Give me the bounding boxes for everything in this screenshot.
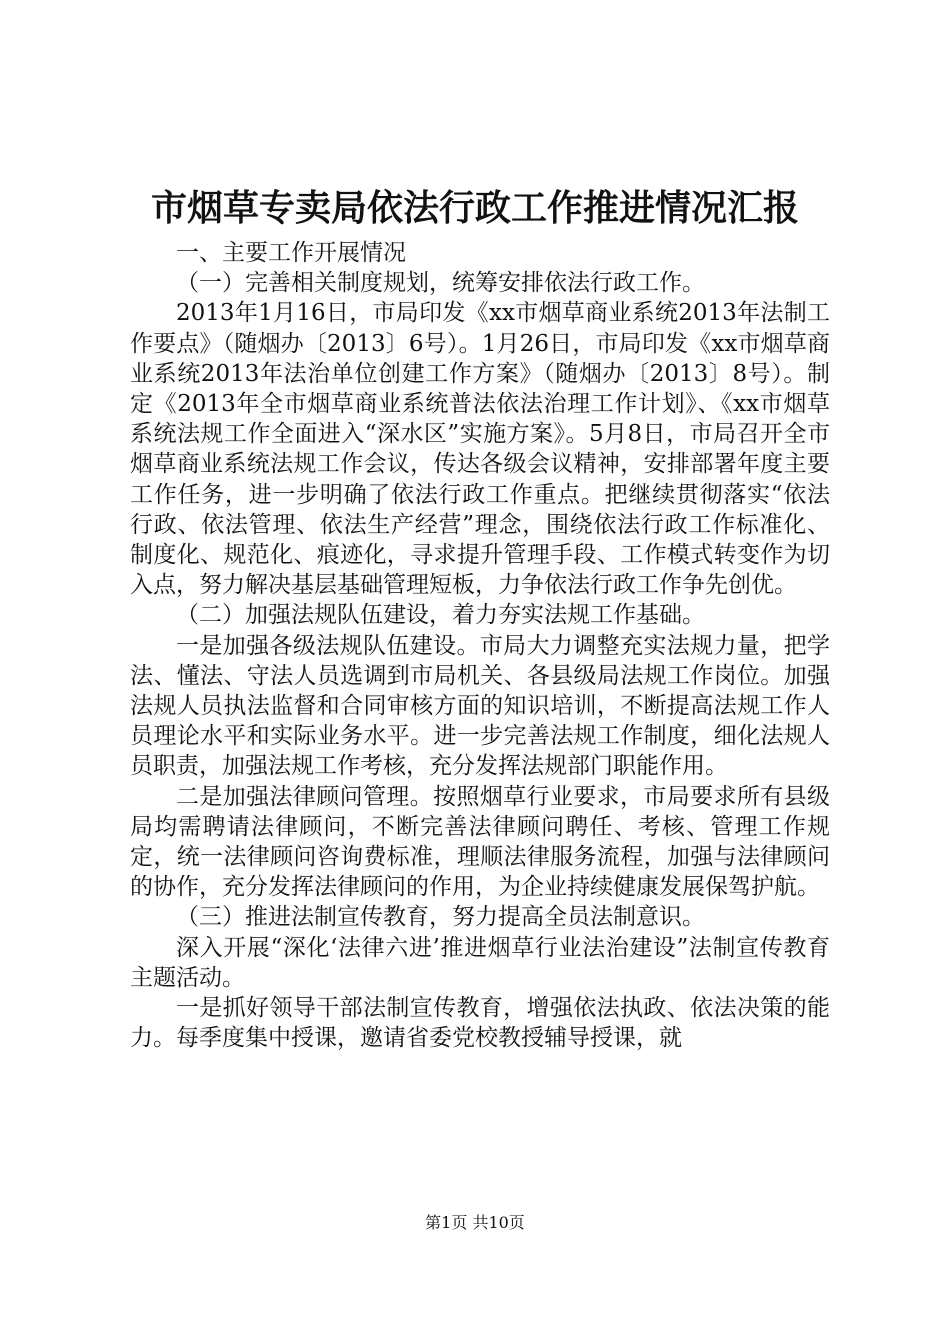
subsection-heading: （三）推进法制宣传教育，努力提高全员法制意识。	[176, 904, 705, 931]
body-paragraph: 一是抓好领导干部法制宣传教育，增强依法执政、依法决策的能力。每季度集中授课，邀请省委党校教授辅导授课，就	[130, 995, 830, 1052]
section-heading: 一、主要工作开展情况	[176, 240, 406, 266]
document-body	[130, 238, 830, 1053]
page-number-footer: 第1页 共10页	[425, 1213, 525, 1232]
body-paragraph: 一是加强各级法规队伍建设。市局大力调整充实法规力量，把学法、懂法、守法人员选调到市局机关、各县级局法规工作岗位。加强法规人员执法监督和合同审核方面的知识培训，不断提高法规工作人员理论水平和实际业务水平。进一步完善法规工作制度，细化法规人员职责，加强法规工作考核，充分发挥法规部门职能作用。	[130, 632, 830, 780]
body-paragraph: 深入开展“深化‘法律六进’推进烟草行业法治建设”法制宣传教育主题活动。	[130, 934, 830, 991]
body-paragraph: 二是加强法律顾问管理。按照烟草行业要求，市局要求所有县级局均需聘请法律顾问，不断完善法律顾问聘任、考核、管理工作规定，统一法律顾问咨询费标准，理顺法律服务流程，加强与法律顾问的协作，充分发挥法律顾问的作用，为企业持续健康发展保驾护航。	[130, 783, 830, 901]
subsection-heading: （一）完善相关制度规划，统筹安排依法行政工作。	[176, 270, 705, 297]
document-title: 市烟草专卖局依法行政工作推进情况汇报	[150, 188, 799, 229]
subsection-heading: （二）加强法规队伍建设，着力夯实法规工作基础。	[176, 602, 705, 629]
body-paragraph: 2013年1月16日，市局印发《xx市烟草商业系统2013年法制工作要点》（随烟办〔2013〕6号）。1月26日，市局印发《xx市烟草商业系统2013年法治单位创建工作方案》（随烟办〔2013〕8号）。制定《2013年全市烟草商业系统普法依法治理工作计划》、《xx市烟草系统法规工作全面进入“深水区”实施方案》。5月8日，市局召开全市烟草商业系统法规工作会议，传达各级会议精神，安排部署年度主要工作任务，进一步明确了依法行政工作重点。把继续贯彻落实“依法行政、依法管理、依法生产经营”理念，围绕依法行政工作标准化、制度化、规范化、痕迹化，寻求提升管理手段、工作模式转变作为切入点，努力解决基层基础管理短板，力争依法行政工作争先创优。	[130, 300, 830, 599]
